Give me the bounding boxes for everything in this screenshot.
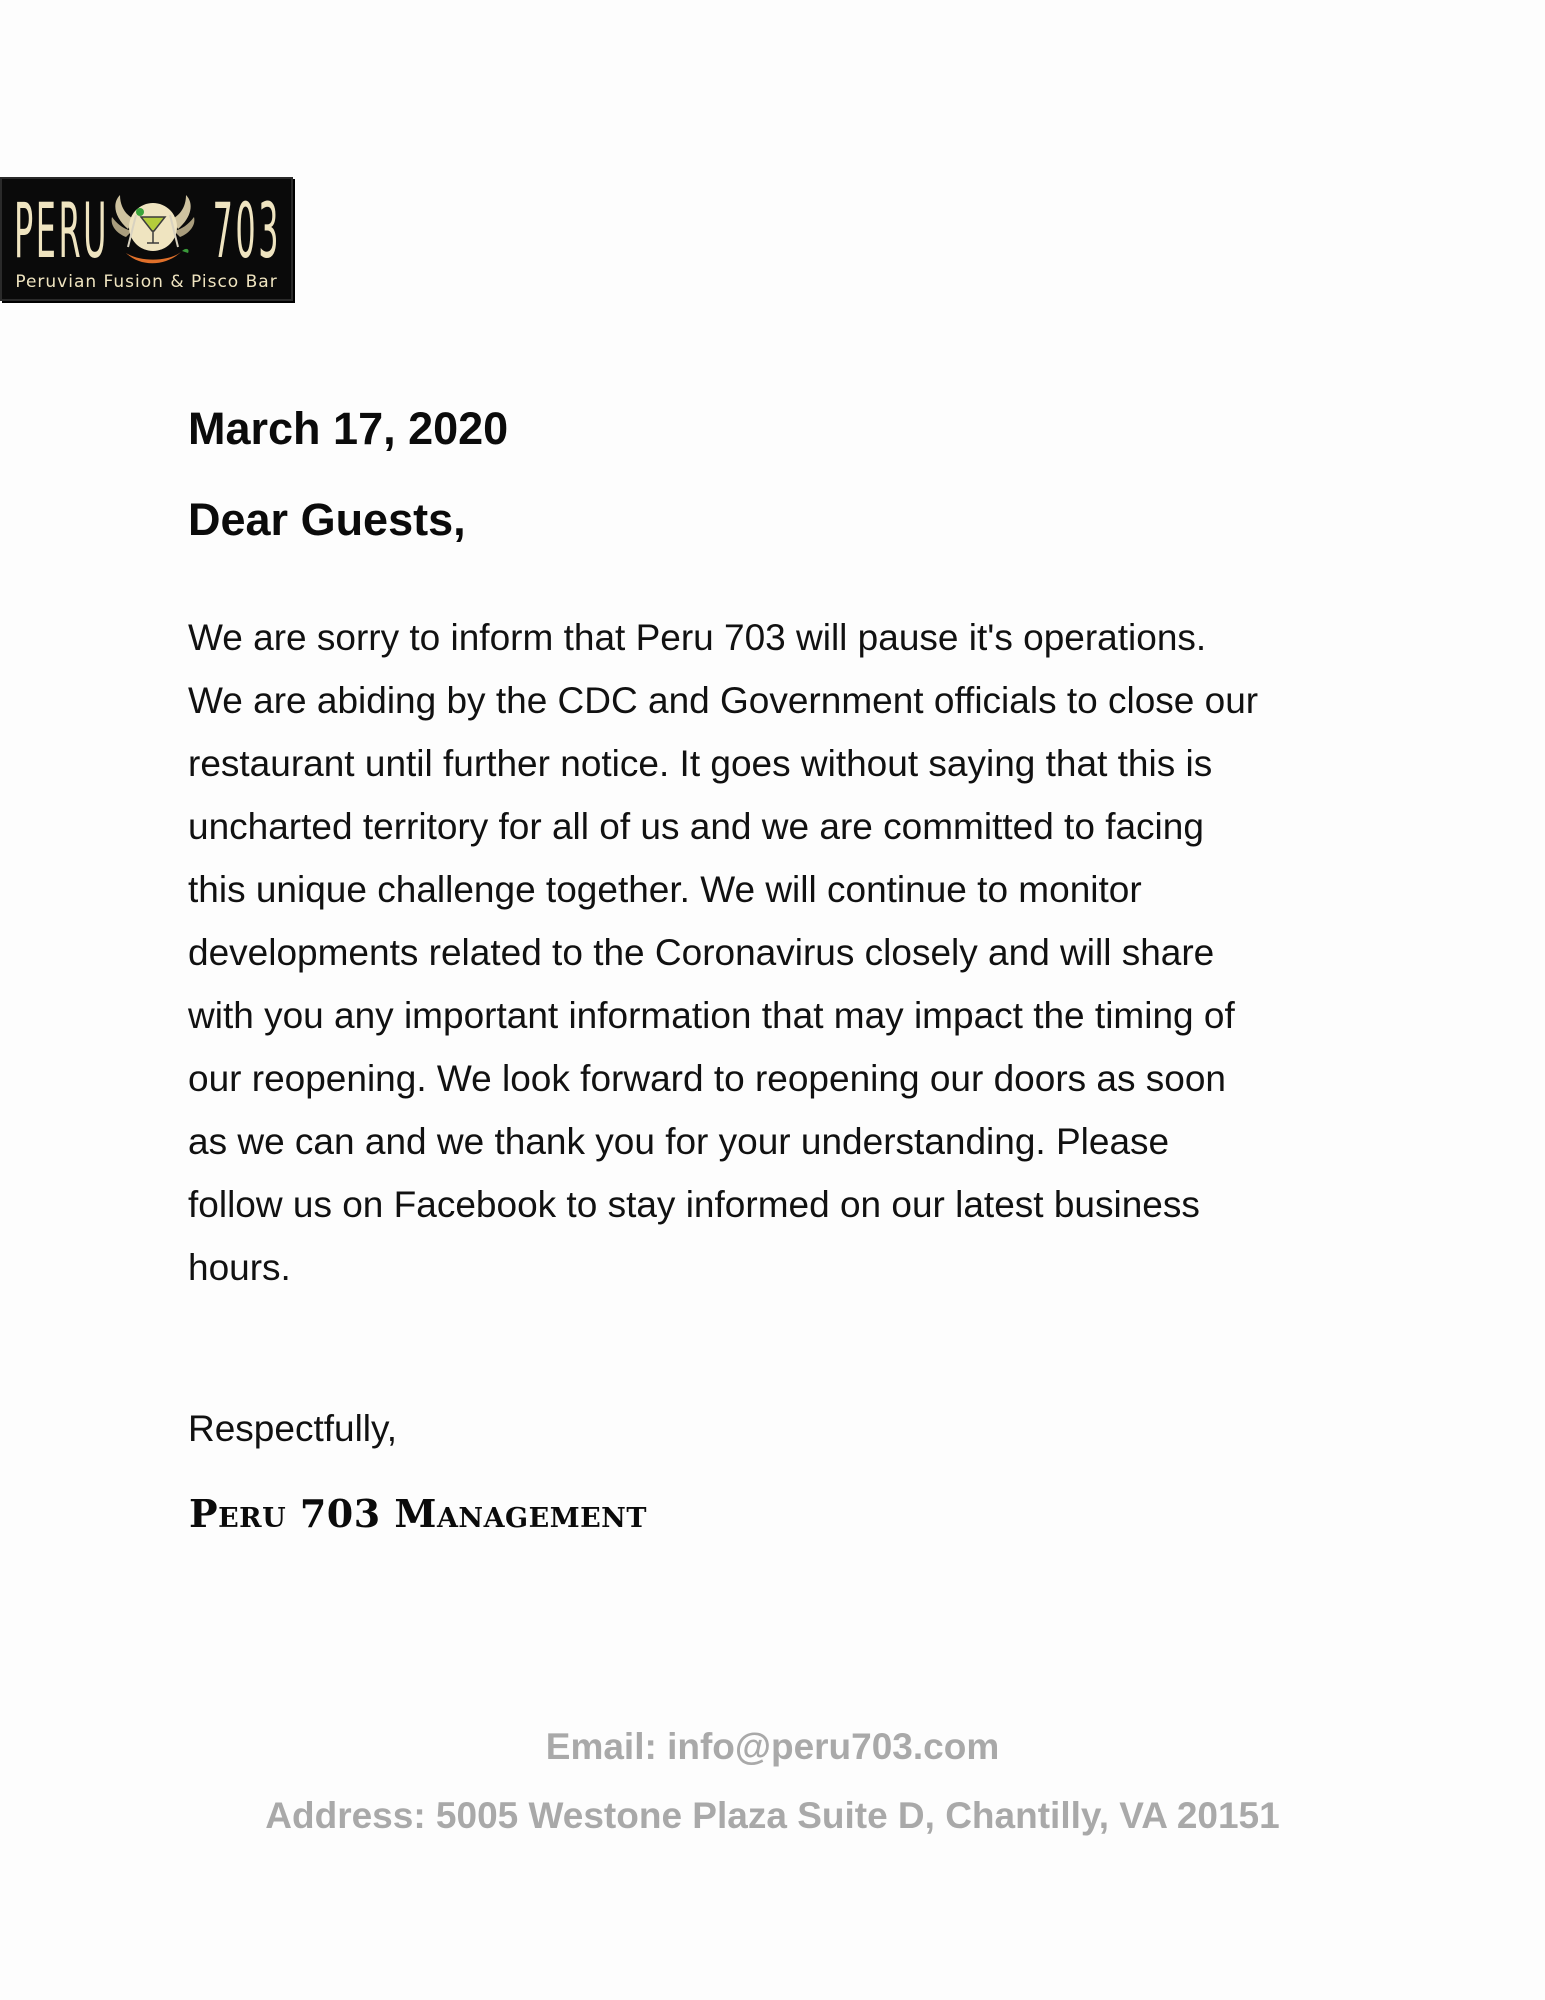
letter-signature: Peru 703 Management <box>189 1491 647 1536</box>
footer-email: Email: info@peru703.com <box>545 1726 1000 1767</box>
letter-body: We are sorry to inform that Peru 703 will pause it's operations. We are abiding by the CDC and Government officials to close our restaurant until further notice. It goes without saying that this is uncharted territory for all of us and we are committed to facing this unique challenge together. We will continue to monitor developments related to the Coronavirus closely and will share with you any important information that may impact the timing of our reopening. We look forward to reopening our doors as soon as we can and we thank you for your understanding. Please follow us on Facebook to stay informed on our latest business hours. <box>188 617 1259 1288</box>
letter-greeting: Dear Guests, <box>188 494 466 545</box>
footer-address: Address: 5005 Westone Plaza Suite D, Chantilly, VA 20151 <box>265 1795 1280 1836</box>
letter-date: March 17, 2020 <box>188 403 509 454</box>
logo-word-right: 703 <box>212 186 281 275</box>
cocktail-glass-icon <box>106 187 200 275</box>
logo-tagline: Peruvian Fusion & Pisco Bar <box>15 272 278 292</box>
restaurant-logo <box>0 177 293 301</box>
letter-closing: Respectfully, <box>188 1408 398 1449</box>
logo-word-left: PERU <box>14 186 110 275</box>
